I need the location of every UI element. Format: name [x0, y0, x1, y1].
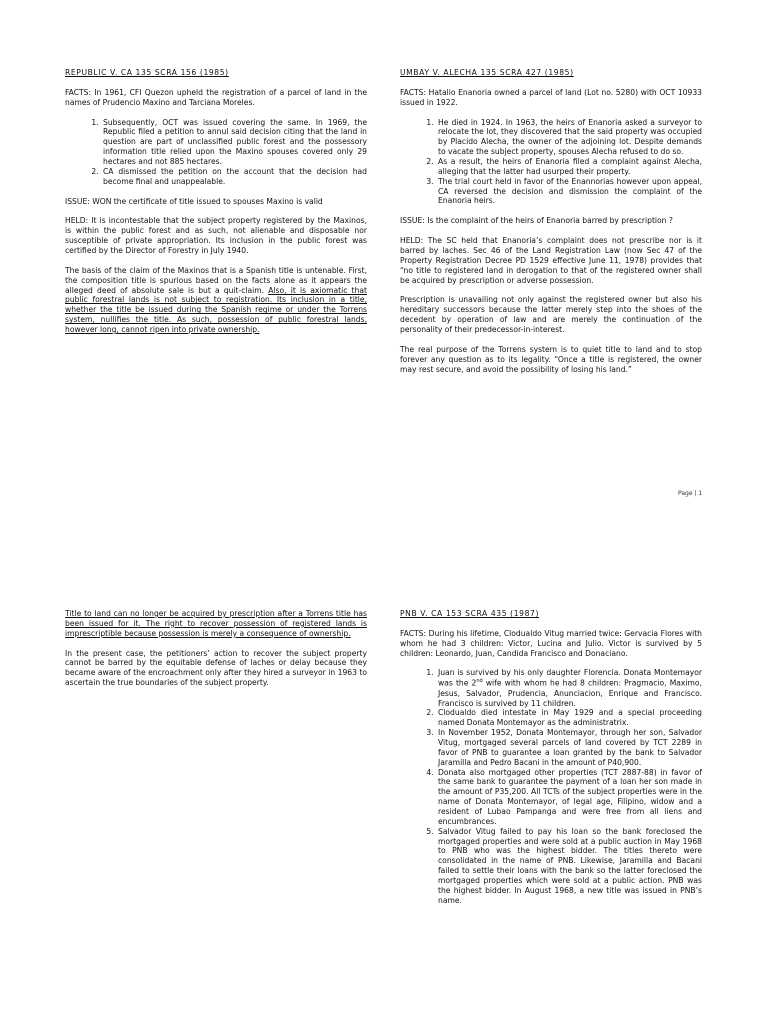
- facts-list: [65, 118, 367, 187]
- facts-list: [400, 668, 702, 905]
- list-item: 3. In November 1952, Donata Montemayor, through her son, Salvador Vitug, mortgaged several parcels of land covered by TCT 2289 in favor of PNB to guarantee a loan granted by the bank to Salvador Jaramilla and Pedro Bacani in the amount of P40,900.: [436, 728, 702, 767]
- list-item: 1. Juan is survived by his only daughter Florencia. Donata Montemayor was the 2nd wife with whom he had 8 children: Pragmacio, Maximo, Jesus, Salvador, Prudencia, Anunciacion, Enrique and Francisco. Francisco is survived by 11 children.: [436, 668, 702, 708]
- case-umbay-v-alecha: [400, 68, 702, 384]
- basis-paragraph: [65, 266, 367, 335]
- facts-list: [400, 118, 702, 207]
- list-item: 1. Subsequently, OCT was issued covering the same. In 1969, the Republic filed a petition to annul said decision citing that the land in question are part of unclassified public forest and the possessory information title relied upon the Maxino spouses covered only 29 hectares and not 885 hectares.: [101, 118, 367, 167]
- underlined-doctrine: Also, it is axiomatic that public forestral lands is not subject to registration. Its inclusion in a title, whether the title be issued during the Spanish regime or under the Torrens system, nullifies the title. As such, possession of public forestral lands, however long, cannot ripen into private ownership.: [65, 285, 367, 335]
- case-pnb-v-ca: [400, 609, 702, 916]
- list-item: 2. As a result, the heirs of Enanoria filed a complaint against Alecha, alleging that the latter had usurped their property.: [436, 157, 702, 177]
- underlined-doctrine: Title to land can no longer be acquired by prescription after a Torrens title has been issued for it. The right to recover possession of registered lands is imprescriptible because possession is merely a consequence of ownership.: [65, 609, 367, 638]
- list-item: 5. Salvador Vitug failed to pay his loan so the bank foreclosed the mortgaged properties and were sold at a public auction in May 1968 to PNB who was the highest bidder. The titles thereto were consolidated in the name of PNB. Likewise, Jaramilla and Bacani failed to settle their loans with the bank so the latter foreclosed the mortgaged properties which were sold at a public action. PNB was the highest bidder. In August 1968, a new title was issued in PNB’s name.: [436, 827, 702, 906]
- issue-paragraph: ISSUE: WON the certificate of title issued to spouses Maxino is valid: [65, 196, 323, 206]
- list-item: 3. The trial court held in favor of the Enannorias however upon appeal, CA reversed the decision and dismission the complaint of the Enanoria heirs.: [436, 177, 702, 207]
- basis-text: The basis of the claim of the Maxinos that is a Spanish title is untenable. First, the composition title is spurious based on the facts alone as it appears the alleged deed of absolute sale is but a quit-claim.: [65, 265, 367, 295]
- facts-intro: FACTS: Hatalio Enanoria owned a parcel of land (Lot no. 5280) with OCT 10933 issued in 1922.: [400, 87, 702, 107]
- list-item: 2. Clodualdo died intestate in May 1929 and a special proceeding named Donata Montemayor as the administratrix.: [436, 708, 702, 728]
- held-paragraph: HELD: It is incontestable that the subject property registered by the Maxinos, is within the public forest and as such, not alienable and disposable nor susceptible of private appropriation. Its inclusion in the public forest was certified by the Director of Forestry in July 1940.: [65, 216, 367, 256]
- held-paragraph: HELD: The SC held that Enanoria’s complaint does not prescribe nor is it barred by laches. Sec 46 of the Land Registration Law (now Sec 47 of the Property Registration Decree PD 1529 effective June 11, 1978) provides that “no title to registered land in derogation to that of the registered owner shall be acquired by prescription or adverse possession.: [400, 236, 702, 285]
- laches-paragraph: In the present case, the petitioners’ action to recover the subject property cannot be barred by the equitable defense of laches or delay because they became aware of the encroachment only after they hired a surveyor in 1963 to ascertain the true boundaries of the subject property.: [65, 648, 367, 688]
- case-republic-v-ca: [65, 68, 367, 345]
- facts-intro: FACTS: During his lifetime, Clodualdo Vitug married twice: Gervacia Flores with whom he had 3 children: Victor, Lucina and Julio. Victor is survived by 5 children: Leonardo, Juan, Candida Francisco and Donaciano.: [400, 628, 702, 658]
- case-heading: PNB V. CA 153 SCRA 435 (1987): [400, 609, 540, 618]
- case-continuation: [65, 609, 367, 698]
- issue-paragraph: ISSUE: Is the complaint of the heirs of Enanoria barred by prescription ?: [400, 216, 673, 226]
- facts-intro: FACTS: In 1961, CFI Quezon upheld the registration of a parcel of land in the names of Prudencio Maxino and Tarciana Moreles.: [65, 87, 367, 107]
- list-item: 4. Donata also mortgaged other properties (TCT 2887-88) in favor of the same bank to guarantee the payment of a loan her son made in the amount of P35,200. All TCTs of the subject properties were in the name of Donata Montemayor, of legal age, Filipino, widow and a resident of Lubao Pampanga and were free from all liens and encumbrances.: [436, 768, 702, 827]
- list-item: 1. He died in 1924. In 1963, the heirs of Enanoria asked a surveyor to relocate the lot, they discovered that the said property was occupied by Placido Alecha, the owner of the adjoining lot. Despite demands to vacate the subject property, spouses Alecha refused to do so.: [436, 118, 702, 157]
- prescription-paragraph: Prescription is unavailing not only against the registered owner but also his hereditary successors because the latter merely step into the shoes of the decedent by operation of law and are merely the continuation of the personality of their predecessor-in-interest.: [400, 295, 702, 335]
- torrens-paragraph: The real purpose of the Torrens system is to quiet title to land and to stop forever any question as to its legality. “Once a title is registered, the owner may rest secure, and avoid the possibility of losing his land.”: [400, 344, 702, 374]
- page-number: Page | 1: [678, 490, 703, 497]
- case-heading: UMBAY V. ALECHA 135 SCRA 427 (1985): [400, 68, 574, 77]
- list-item: 2. CA dismissed the petition on the account that the decision had become final and unappealable.: [101, 167, 367, 187]
- case-heading: REPUBLIC V. CA 135 SCRA 156 (1985): [65, 68, 229, 77]
